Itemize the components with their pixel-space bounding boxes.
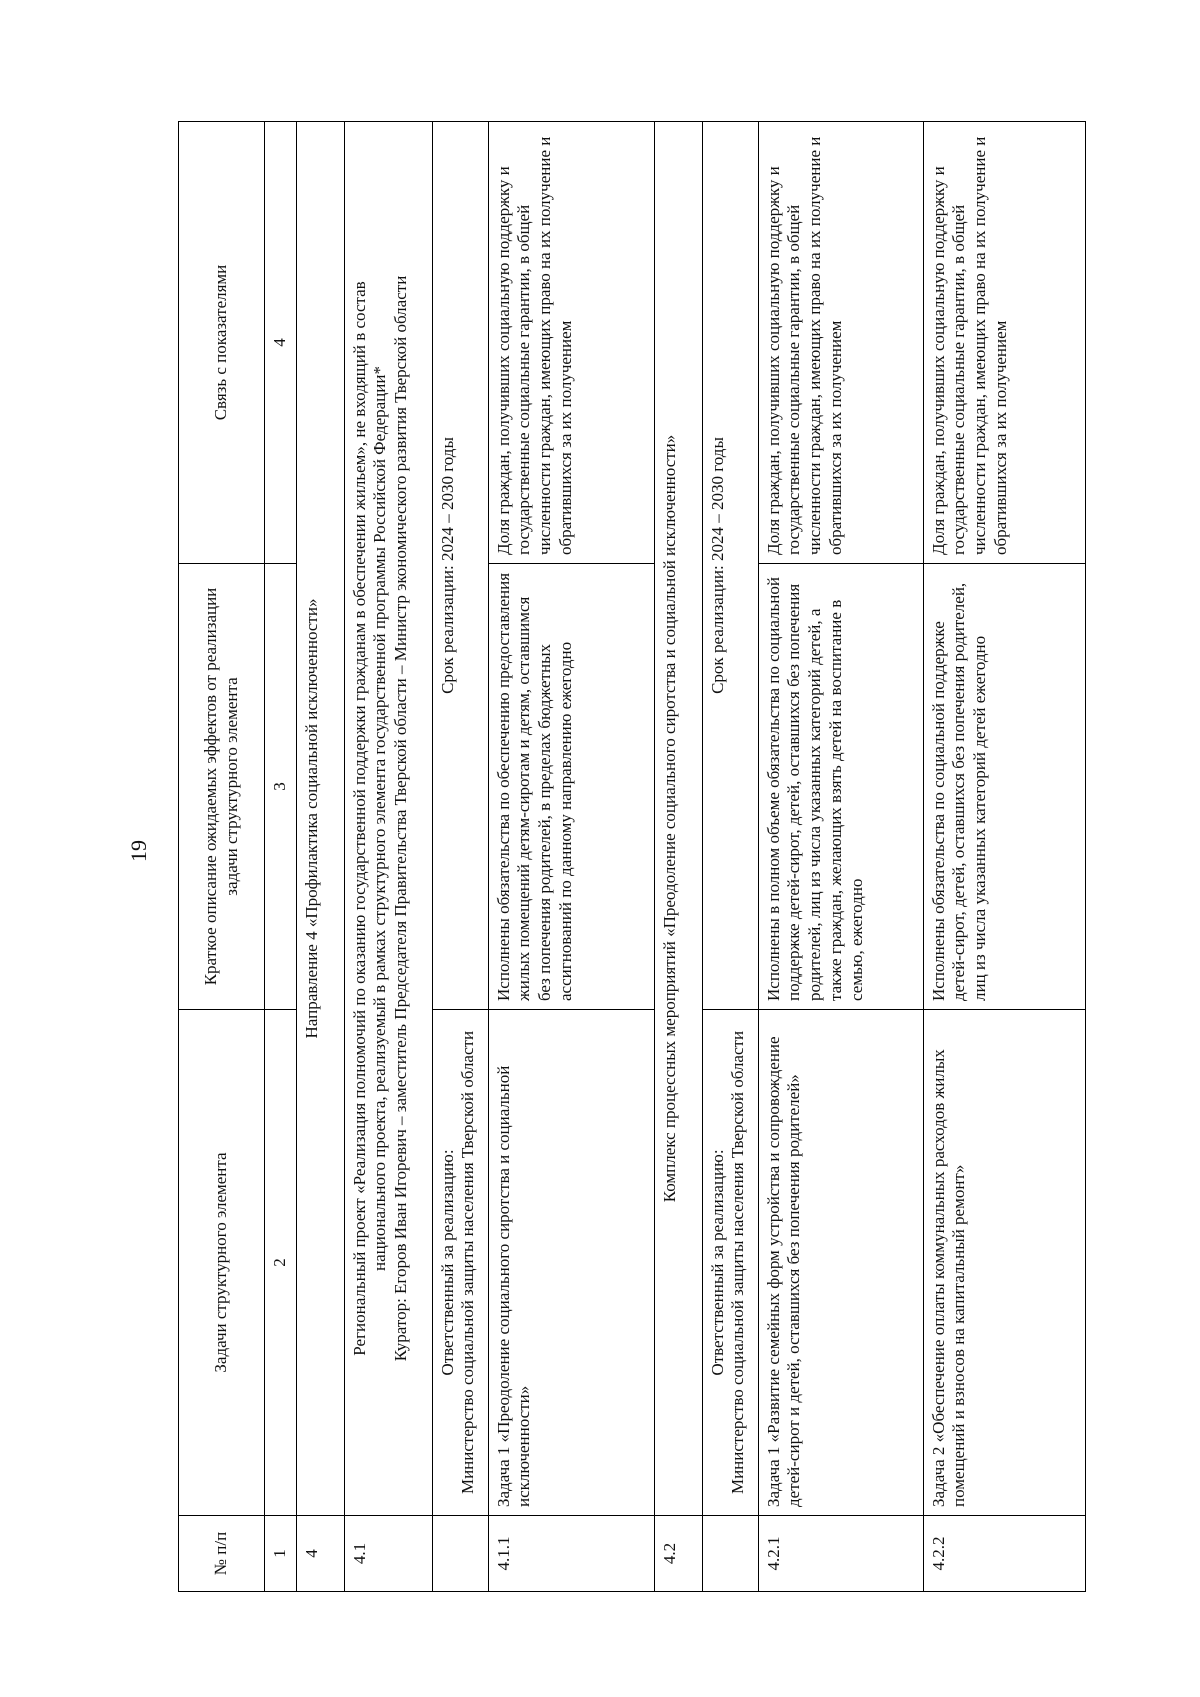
header-number: № п/п <box>179 1516 265 1592</box>
header-effects: Краткое описание ожидаемых эффектов от реализации задачи структурного элемента <box>179 564 265 1010</box>
task-row <box>488 122 654 1592</box>
page-number: 19 <box>126 840 151 862</box>
implementation-term: Срок реализации: 2024 – 2030 годы <box>432 122 488 1010</box>
regional-project-row <box>344 122 432 1592</box>
task-effect: Исполнены в полном объеме обязательства по социальной поддержке детей-сирот, детей, оставшихся без попечения родителей, лиц из числа указанных категорий детей, а также граждан, желающих взять детей на воспитание в семью, ежегодно <box>758 564 923 1010</box>
task-effect: Исполнены обязательства по обеспечению предоставления жилых помещений детям-сиротам и детям, оставшимся без попечения родителей, в пределах бюджетных ассигнований по данному направлению ежегодно <box>488 564 654 1010</box>
table-header-row <box>179 122 265 1592</box>
column-number-1: 1 <box>265 1516 297 1592</box>
responsible-organization: Министерство социальной защиты населения Тверской области <box>458 1030 478 1495</box>
regional-project-curator: Куратор: Егоров Иван Игоревич – заместитель Председателя Правительства Тверской области – Министр экономического развития Тверской области <box>391 275 411 1362</box>
direction-row <box>296 122 344 1592</box>
regional-project-description <box>344 122 432 1516</box>
row-number: 4.1 <box>344 1516 432 1592</box>
task-row <box>758 122 923 1592</box>
implementation-term: Срок реализации: 2024 – 2030 годы <box>702 122 758 1010</box>
process-complex-row <box>654 122 702 1592</box>
task-description: Задача 1 «Преодоление социального сиротства и социальной исключенности» <box>488 1010 654 1516</box>
empty-cell <box>702 1516 758 1592</box>
responsible-row <box>702 122 758 1592</box>
process-complex-title: Комплекс процессных мероприятий «Преодоление социального сиротства и социальной исключенности» <box>654 122 702 1516</box>
task-indicator: Доля граждан, получивших социальную поддержку и государственные социальные гарантии, в общей численности граждан, имеющих право на их получение и обратившихся за их получением <box>488 122 654 564</box>
row-number: 4.2 <box>654 1516 702 1592</box>
column-number-3: 3 <box>265 564 297 1010</box>
regional-project-line-1: Региональный проект «Реализация полномочий по оказанию государственной поддержки гражданам в обеспечении жильем», не входящий в состав <box>349 281 369 1356</box>
direction-title: Направление 4 «Профилактика социальной исключенности» <box>296 122 344 1516</box>
task-indicator: Доля граждан, получивших социальную поддержку и государственные социальные гарантии, в общей численности граждан, имеющих право на их получение и обратившихся за их получением <box>923 122 1085 564</box>
task-description: Задача 1 «Развитие семейных форм устройства и сопровождение детей-сирот и детей, оставшихся без попечения родителей» <box>758 1010 923 1516</box>
task-description: Задача 2 «Обеспечение оплаты коммунальных расходов жилых помещений и взносов на капитальный ремонт» <box>923 1010 1085 1516</box>
header-indicators: Связь с показателями <box>179 122 265 564</box>
responsible-title: Ответственный за реализацию: <box>707 1149 727 1376</box>
responsible-title: Ответственный за реализацию: <box>437 1149 457 1376</box>
column-numbers-row <box>265 122 297 1592</box>
row-number: 4.2.1 <box>758 1516 923 1592</box>
header-tasks: Задачи структурного элемента <box>179 1010 265 1516</box>
row-number: 4 <box>296 1516 344 1592</box>
row-number: 4.1.1 <box>488 1516 654 1592</box>
responsible-organization: Министерство социальной защиты населения Тверской области <box>728 1030 748 1495</box>
task-effect: Исполнены обязательства по социальной поддержке детей-сирот, детей, оставшихся без попечения родителей, лиц из числа указанных категорий детей ежегодно <box>923 564 1085 1010</box>
task-row <box>923 122 1085 1592</box>
column-number-4: 4 <box>265 122 297 564</box>
task-indicator: Доля граждан, получивших социальную поддержку и государственные социальные гарантии, в общей численности граждан, имеющих право на их получение и обратившихся за их получением <box>758 122 923 564</box>
regional-project-line-2: национального проекта, реализуемый в рамках структурного элемента государственной программы Российской Федерации* <box>370 366 390 1271</box>
responsible-row <box>432 122 488 1592</box>
responsible-cell <box>702 1010 758 1516</box>
row-number: 4.2.2 <box>923 1516 1085 1592</box>
empty-cell <box>432 1516 488 1592</box>
structural-elements-table <box>178 121 1086 1592</box>
rotated-table-container <box>178 122 1200 1592</box>
column-number-2: 2 <box>265 1010 297 1516</box>
responsible-cell <box>432 1010 488 1516</box>
